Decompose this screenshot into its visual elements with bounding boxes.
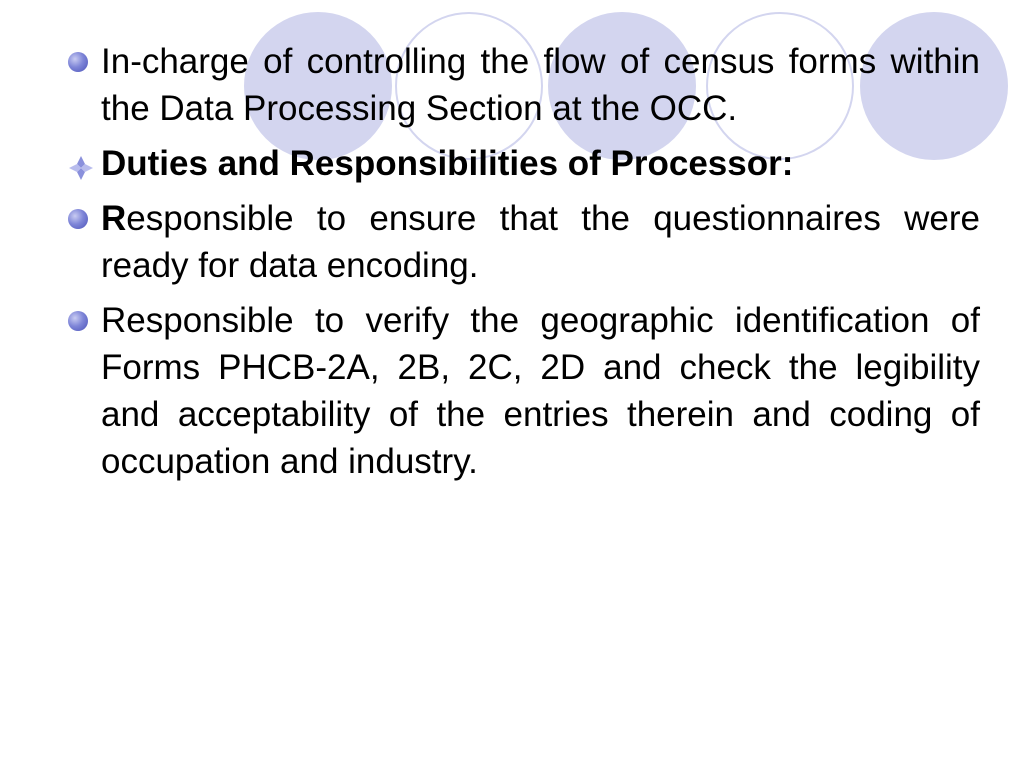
bullet-lead-letter: R xyxy=(101,199,127,238)
circle-bullet-icon xyxy=(68,209,88,229)
list-item xyxy=(64,297,980,485)
diamond-bullet-icon xyxy=(66,148,96,178)
bullet-text: esponsible to ensure that the questionnaires were ready for data encoding. xyxy=(101,199,980,285)
list-item-heading xyxy=(64,140,980,187)
list-item xyxy=(64,38,980,132)
bullet-text: In-charge of controlling the flow of census forms within the Data Processing Section at the OCC. xyxy=(101,42,980,128)
bullet-list xyxy=(64,38,980,493)
bullet-text: Responsible to verify the geographic identification of Forms PHCB-2A, 2B, 2C, 2D and check the legibility and acceptability of the entries therein and coding of occupation and industry. xyxy=(101,301,980,481)
circle-bullet-icon xyxy=(68,52,88,72)
list-item xyxy=(64,195,980,289)
bullet-text-container xyxy=(101,195,980,289)
section-heading: Duties and Responsibilities of Processor: xyxy=(101,144,794,183)
circle-bullet-icon xyxy=(68,311,88,331)
